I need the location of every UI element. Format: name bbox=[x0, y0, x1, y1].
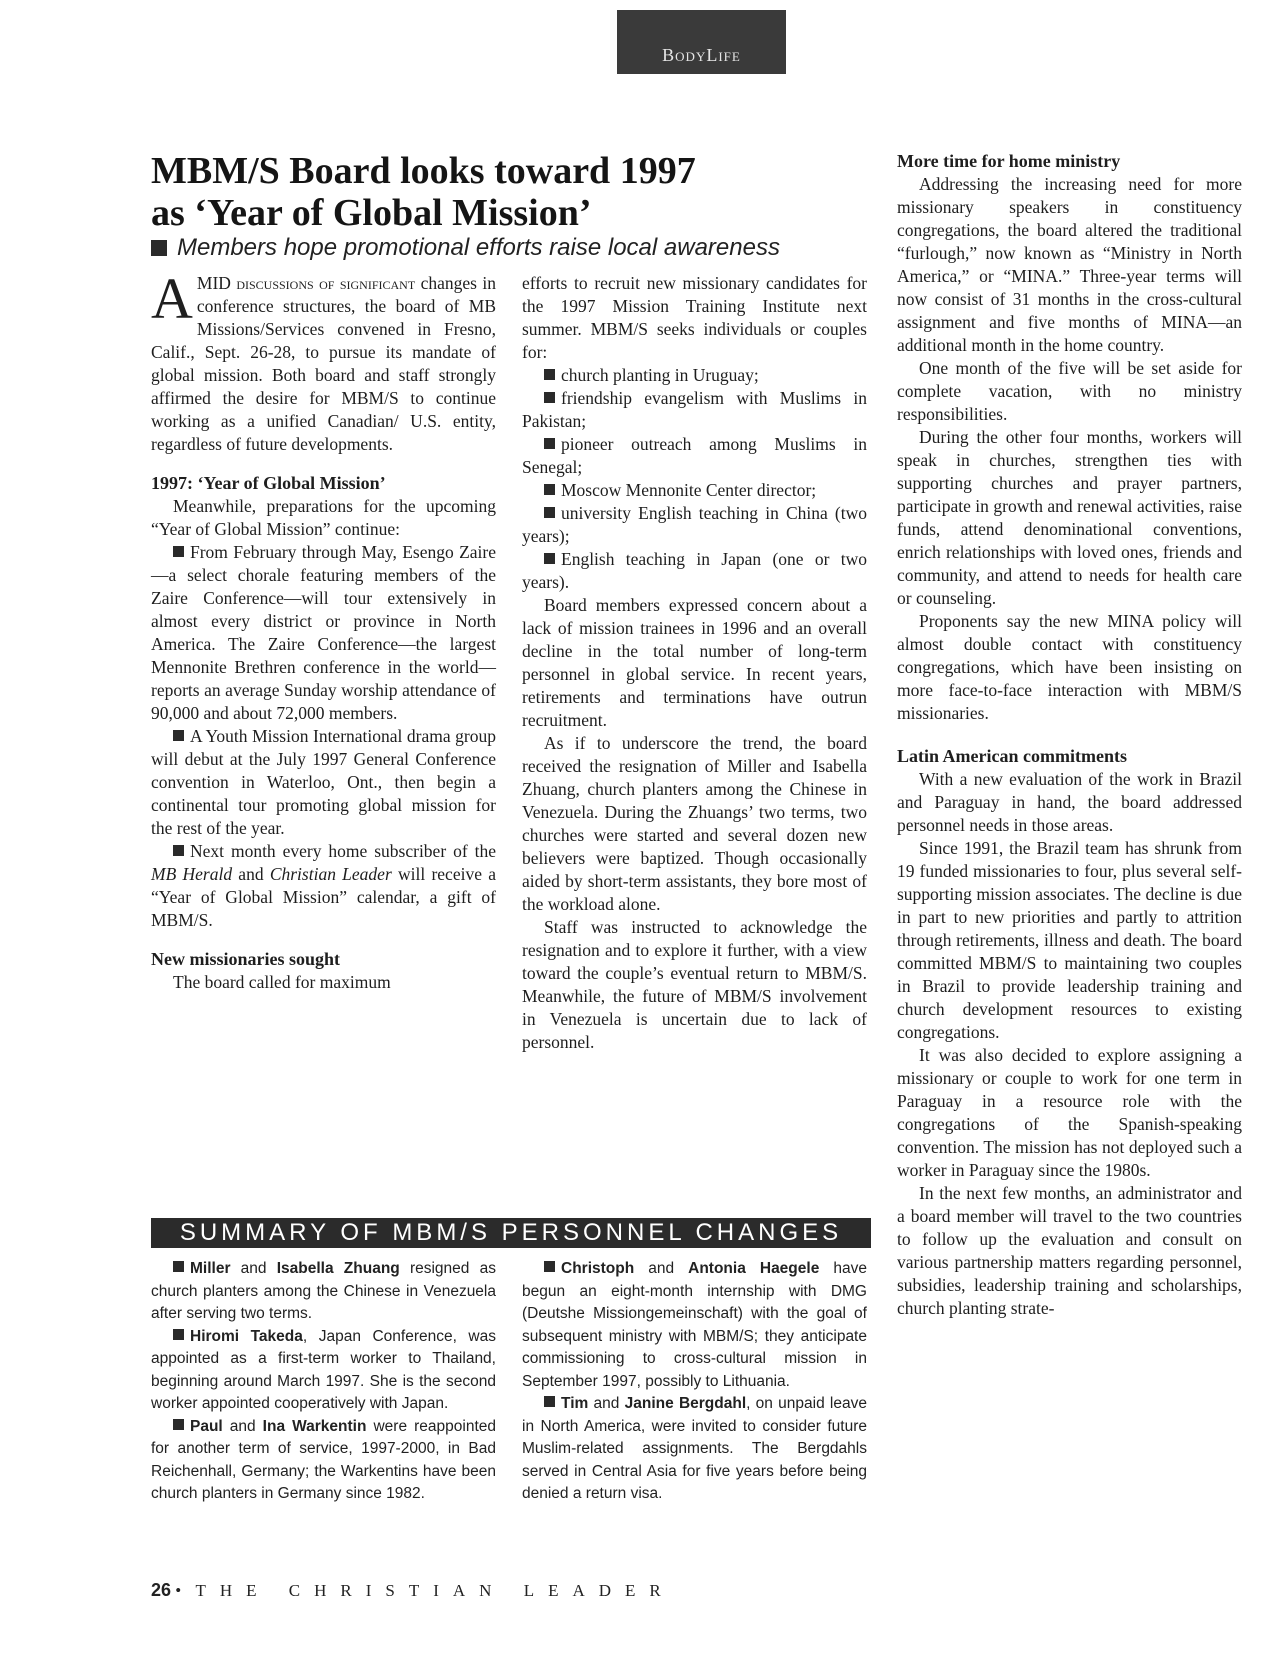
paragraph: Staff was instructed to acknowledge the resignation and to explore it further, with a view toward the couple’s eventual return to MBM/S. Meanwhile, the future of MBM/S involvement in Venezuela is uncertain due to lack of personnel. bbox=[522, 917, 867, 1052]
headline-line-2: as ‘Year of Global Mission’ bbox=[151, 192, 592, 234]
summary-text: and bbox=[222, 1417, 263, 1435]
paragraph: Since 1991, the Brazil team has shrunk from 19 funded missionaries to four, plus several self-supporting mission associates. The decline is due in part to new priorities and partly to attrition through retirements, illness and death. The board committed MBM/S to maintaining two couples in Brazil to provide leadership training and church development resources to existing congregations. bbox=[897, 838, 1242, 1042]
person-name: Miller bbox=[190, 1260, 231, 1277]
square-bullet-icon bbox=[173, 845, 184, 856]
bullet-text: From February through May, Esengo Zaire—a select chorale featuring members of the Zaire Conference—will tour extensively in almost every district or province in North America. The Zaire Conference—the largest Mennonite Brethren conference in the world—reports an average Sunday worship attendance of 90,000 and about 72,000 members. bbox=[151, 542, 496, 723]
paragraph: With a new evaluation of the work in Brazil and Paraguay in hand, the board addressed personnel needs in those areas. bbox=[897, 769, 1242, 835]
person-name: Janine Bergdahl bbox=[624, 1395, 747, 1412]
list-item bbox=[522, 548, 867, 594]
list-item bbox=[522, 433, 867, 479]
list-item bbox=[522, 387, 867, 433]
section-tab: BodyLife bbox=[617, 10, 786, 74]
summary-item bbox=[522, 1258, 867, 1393]
summary-text: , Japan Conference, was appointed as a first-term worker to Thailand, beginning around March 1997. She is the second worker appointed cooperatively with Japan. bbox=[151, 1327, 496, 1412]
person-name: Tim bbox=[561, 1395, 589, 1412]
list-item bbox=[522, 502, 867, 548]
square-bullet-icon bbox=[544, 553, 555, 564]
paragraph: It was also decided to explore assigning a missionary or couple to work for one term in Paraguay in a resource role with the congregations of the Spanish-speaking convention. The mission has not deployed such a worker in Paraguay since the 1980s. bbox=[897, 1045, 1242, 1180]
paragraph: In the next few months, an administrator and a board member will travel to the two countries to follow up the evaluation and consult on various partnership matters regarding personnel, subsidies, leadership training and scholarships, church planting strate- bbox=[897, 1183, 1242, 1318]
summary-text: and bbox=[588, 1395, 625, 1412]
list-item-text: church planting in Uruguay; bbox=[561, 365, 759, 385]
summary-item bbox=[151, 1258, 496, 1326]
square-bullet-icon bbox=[544, 438, 555, 449]
lead-text: changes in conference structures, the board of MB Missions/Services convened in Fresno, Calif., Sept. 26-28, to pursue its mandate of global mission. Both board and staff strongly affirmed the desire for MBM/S to continue working as a unified Canadian/ U.S. entity, regardless of future developments. bbox=[151, 273, 496, 454]
summary-column-1 bbox=[151, 1258, 496, 1506]
subhead-latin-american: Latin American commitments bbox=[897, 746, 1127, 766]
bullet-text: and bbox=[232, 864, 270, 884]
bullet-text: will receive a “Year of Global Mission” calendar, a gift of MBM/S. bbox=[151, 864, 496, 930]
lead-smallcaps: MID discussions of significant bbox=[196, 273, 416, 293]
square-bullet-icon bbox=[173, 1261, 184, 1272]
summary-text: and bbox=[634, 1260, 689, 1277]
article-column-1 bbox=[151, 266, 496, 994]
summary-title-bar: SUMMARY OF MBM/S PERSONNEL CHANGES bbox=[151, 1218, 871, 1248]
paragraph: The board called for maximum bbox=[173, 972, 391, 992]
square-bullet-icon bbox=[544, 1261, 555, 1272]
bullet-text: Next month every home subscriber of the bbox=[190, 841, 496, 861]
summary-item bbox=[151, 1326, 496, 1416]
list-item-text: friendship evangelism with Muslims in Pakistan; bbox=[522, 388, 867, 431]
lead-paragraph bbox=[151, 266, 496, 456]
deck-subtitle bbox=[151, 233, 871, 263]
paragraph: Proponents say the new MINA policy will almost double contact with constituency congregations, which have been insisting on more face-to-face interaction with MBM/S missionaries. bbox=[897, 611, 1242, 723]
list-item-text: university English teaching in China (two years); bbox=[522, 503, 867, 546]
subhead-home-ministry: More time for home ministry bbox=[897, 151, 1121, 171]
bullet-paragraph bbox=[151, 725, 496, 840]
article-column-3 bbox=[897, 150, 1242, 1320]
paragraph: Board members expressed concern about a lack of mission trainees in 1996 and an overall decline in the total number of long-term personnel in global service. In recent years, retirements and terminations have outrun recruitment. bbox=[522, 595, 867, 730]
paragraph: During the other four months, workers will speak in churches, strengthen ties with supporting churches and prayer partners, participate in growth and renewal activities, raise funds, attend denominational conventions, enrich relationships with loved ones, friends and community, and attend to needs for health care or counseling. bbox=[897, 427, 1242, 608]
list-item-text: pioneer outreach among Muslims in Senegal; bbox=[522, 434, 867, 477]
summary-item bbox=[522, 1393, 867, 1506]
summary-item bbox=[151, 1416, 496, 1506]
square-bullet-icon bbox=[173, 546, 184, 557]
list-item-text: English teaching in Japan (one or two years). bbox=[522, 549, 867, 592]
publication-name: MB Herald bbox=[151, 864, 233, 884]
paragraph: Addressing the increasing need for more missionary speakers in constituency congregations, the board altered the traditional “furlough,” now known as “Ministry in North America,” or “MINA.” Three-year terms will now consist of 31 months in the cross-cultural assignment and five months of MINA—an additional month in the home country. bbox=[897, 174, 1242, 355]
paragraph: One month of the five will be set aside for complete vacation, with no ministry responsibilities. bbox=[897, 358, 1242, 424]
square-bullet-icon bbox=[173, 1329, 184, 1340]
summary-text: resigned as church planters among the Chinese in Venezuela after serving two terms. bbox=[151, 1260, 496, 1322]
summary-text: were reappointed for another term of service, 1997-2000, in Bad Reichenhall, Germany; the Warkentins have been church planters in Germany since 1982. bbox=[151, 1417, 496, 1502]
square-bullet-icon bbox=[173, 1419, 184, 1430]
headline-line-1: MBM/S Board looks toward 1997 bbox=[151, 150, 696, 192]
page-number: 26 bbox=[151, 1580, 172, 1600]
summary-text: , on unpaid leave in North America, were invited to consider future Muslim-related assignments. The Bergdahls served in Central Asia for five years before being denied a return visa. bbox=[522, 1395, 867, 1502]
magazine-name: THE CHRISTIAN LEADER bbox=[195, 1581, 675, 1600]
person-name: Isabella Zhuang bbox=[276, 1260, 400, 1277]
person-name: Hiromi Takeda bbox=[190, 1327, 303, 1345]
paragraph: As if to underscore the trend, the board received the resignation of Miller and Isabella Zhuang, church planters among the Chinese in Venezuela. During the Zhuangs’ two terms, two churches were started and several dozen new believers were baptized. Though occasionally aided by short-term assistants, they bore most of the workload alone. bbox=[522, 733, 867, 914]
person-name: Paul bbox=[190, 1417, 223, 1435]
list-item bbox=[522, 479, 867, 502]
square-bullet-icon bbox=[544, 507, 555, 518]
deck-text: Members hope promotional efforts raise local awareness bbox=[177, 234, 780, 261]
summary-column-2 bbox=[522, 1258, 867, 1506]
summary-text: have begun an eight-month internship with DMG (Deutshe Missiongemeinschaft) with the goal of subsequent ministry with MBM/S; they anticipate commissioning to cross-cultural mission in September 1997, possibly to Lithuania. bbox=[522, 1260, 867, 1390]
article-column-2 bbox=[522, 272, 867, 1054]
paragraph: Meanwhile, preparations for the upcoming “Year of Global Mission” continue: bbox=[151, 496, 496, 539]
person-name: Ina Warkentin bbox=[262, 1417, 367, 1435]
square-bullet-icon bbox=[544, 392, 555, 403]
page-footer bbox=[151, 1580, 711, 1601]
square-bullet-icon bbox=[173, 730, 184, 741]
footer-separator: • bbox=[171, 1581, 186, 1600]
paragraph: efforts to recruit new missionary candidates for the 1997 Mission Training Institute next summer. MBM/S seeks individuals or couples for: bbox=[522, 273, 867, 362]
list-item-text: Moscow Mennonite Center director; bbox=[561, 480, 817, 500]
square-bullet-icon bbox=[544, 1396, 555, 1407]
list-item bbox=[522, 364, 867, 387]
square-bullet-icon bbox=[544, 369, 555, 380]
summary-text: and bbox=[230, 1260, 277, 1277]
headline bbox=[151, 150, 871, 234]
drop-cap: A bbox=[151, 266, 193, 331]
person-name: Antonia Haegele bbox=[688, 1260, 820, 1277]
subhead-year-of-global-mission: 1997: ‘Year of Global Mission’ bbox=[151, 473, 386, 493]
bullet-paragraph bbox=[151, 541, 496, 725]
bullet-paragraph bbox=[151, 840, 496, 932]
square-bullet-icon bbox=[544, 484, 555, 495]
person-name: Christoph bbox=[561, 1260, 635, 1277]
publication-name: Christian Leader bbox=[269, 864, 392, 884]
bullet-text: A Youth Mission International drama group will debut at the July 1997 General Conference convention in Waterloo, Ont., then begin a continental tour promoting global mission for the rest of the year. bbox=[151, 726, 496, 838]
subhead-new-missionaries: New missionaries sought bbox=[151, 949, 341, 969]
square-bullet-icon bbox=[151, 240, 167, 256]
